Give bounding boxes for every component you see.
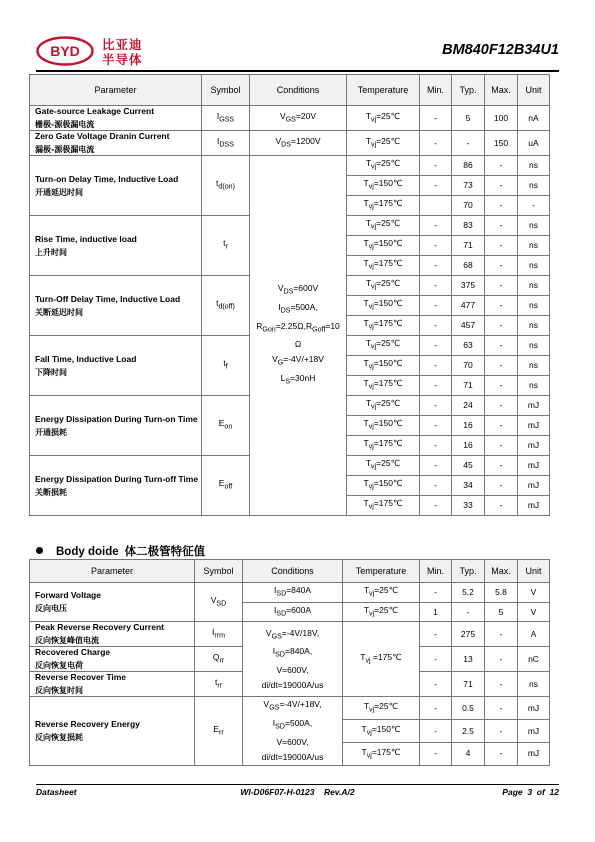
typ-value: 13 bbox=[452, 647, 485, 672]
parameter-cell bbox=[30, 131, 202, 156]
logo-zh-line2: 半导体 bbox=[102, 52, 143, 67]
parameter-name-zh: 反向恢复电荷 bbox=[35, 661, 83, 671]
temperature-cell: $T_{vj}=150℃$ bbox=[347, 296, 420, 316]
conditions-cell: $I_{SD}=600A$ bbox=[243, 602, 343, 622]
min-value: - bbox=[420, 236, 452, 256]
parameter-cell bbox=[30, 156, 202, 216]
symbol-cell: $E_{rr}$ bbox=[195, 697, 243, 765]
column-header: Unit bbox=[518, 560, 550, 583]
typ-value: 71 bbox=[452, 376, 485, 396]
parameter-name: Turn-on Delay Time, Inductive Load bbox=[35, 173, 179, 184]
max-value: - bbox=[485, 456, 518, 476]
unit-value: ns bbox=[518, 176, 550, 196]
parameter-name: Forward Voltage bbox=[35, 590, 101, 601]
max-value: - bbox=[485, 156, 518, 176]
parameter-name-zh: 下降时间 bbox=[35, 367, 67, 377]
temperature-cell: $T_{vj}=25℃$ bbox=[347, 276, 420, 296]
unit-value: mJ bbox=[518, 396, 550, 416]
parameter-name-zh: 栅极-源极漏电流 bbox=[35, 120, 95, 129]
parameter-cell bbox=[30, 336, 202, 396]
temperature-cell: $T_{vj}=25℃$ bbox=[343, 697, 420, 720]
parameter-name-zh: 开通损耗 bbox=[35, 427, 67, 437]
temperature-cell: $T_{vj}=150℃$ bbox=[347, 236, 420, 256]
unit-value: A bbox=[518, 622, 550, 647]
unit-value: mJ bbox=[518, 436, 550, 456]
temperature-cell: $T_{vj}=175℃$ bbox=[347, 376, 420, 396]
typ-value: 71 bbox=[452, 672, 485, 697]
temperature-cell: $T_{vj}=25℃$ bbox=[347, 456, 420, 476]
max-value: - bbox=[485, 396, 518, 416]
min-value: - bbox=[420, 356, 452, 376]
unit-value: ns bbox=[518, 316, 550, 336]
temperature-cell: $T_{vj}=175℃$ bbox=[347, 256, 420, 276]
table-row bbox=[30, 622, 550, 647]
min-value: - bbox=[420, 583, 452, 603]
footer-doctype: Datasheet bbox=[36, 787, 77, 797]
symbol-cell: $t_{rr}$ bbox=[195, 672, 243, 697]
table-row bbox=[30, 583, 550, 603]
footer-rule bbox=[36, 784, 559, 785]
body-diode-table bbox=[29, 559, 550, 766]
bullet-icon bbox=[36, 547, 43, 554]
byd-logo bbox=[36, 36, 94, 66]
max-value: - bbox=[485, 436, 518, 456]
max-value: - bbox=[485, 376, 518, 396]
min-value: - bbox=[420, 316, 452, 336]
parameter-name-zh: 上升时间 bbox=[35, 247, 67, 257]
unit-value: mJ bbox=[518, 720, 550, 743]
temperature-cell: $T_{vj}=25℃$ bbox=[347, 396, 420, 416]
typ-value: 83 bbox=[452, 216, 485, 236]
symbol-cell: $I_{DSS}$ bbox=[202, 131, 250, 156]
max-value: - bbox=[485, 742, 518, 765]
parameter-name-zh: 反向恢复峰值电流 bbox=[35, 636, 99, 646]
min-value: - bbox=[420, 296, 452, 316]
max-value: 5 bbox=[485, 602, 518, 622]
min-value: - bbox=[420, 476, 452, 496]
unit-value: mJ bbox=[518, 416, 550, 436]
typ-value: 4 bbox=[452, 742, 485, 765]
parameter-name: Energy Dissipation During Turn-off Time bbox=[35, 473, 199, 484]
column-header: Conditions bbox=[243, 560, 343, 583]
typ-value: 73 bbox=[452, 176, 485, 196]
table-row bbox=[30, 106, 550, 131]
max-value: - bbox=[485, 416, 518, 436]
temperature-cell: $T_{vj}=25℃$ bbox=[347, 156, 420, 176]
typ-value: 86 bbox=[452, 156, 485, 176]
column-header: Symbol bbox=[195, 560, 243, 583]
temperature-cell: $T_{vj}=150℃$ bbox=[347, 176, 420, 196]
temperature-cell: $T_{vj}=175℃$ bbox=[347, 436, 420, 456]
typ-value: 5 bbox=[452, 106, 485, 131]
max-value: - bbox=[485, 256, 518, 276]
column-header: Typ. bbox=[452, 560, 485, 583]
typ-value: 24 bbox=[452, 396, 485, 416]
typ-value: 70 bbox=[452, 356, 485, 376]
temperature-cell: $T_{vj}=175℃$ bbox=[347, 196, 420, 216]
typ-value: 0.5 bbox=[452, 697, 485, 720]
column-header: Parameter bbox=[30, 75, 202, 106]
column-header: Max. bbox=[485, 560, 518, 583]
min-value: - bbox=[420, 131, 452, 156]
typ-value: - bbox=[452, 602, 485, 622]
parameter-name-zh: 反向恢复时间 bbox=[35, 686, 83, 696]
unit-value: ns bbox=[518, 336, 550, 356]
table-header-row bbox=[30, 560, 550, 583]
min-value: - bbox=[420, 647, 452, 672]
typ-value: 16 bbox=[452, 416, 485, 436]
temperature-cell: $T_{vj}=25℃$ bbox=[347, 131, 420, 156]
unit-value: nA bbox=[518, 106, 550, 131]
parameter-name: Recovered Charge bbox=[35, 647, 111, 658]
max-value: - bbox=[485, 672, 518, 697]
parameter-name-zh: 开通延迟时间 bbox=[35, 187, 83, 197]
parameter-name: Turn-Off Delay Time, Inductive Load bbox=[35, 293, 181, 304]
temperature-cell: $T_{vj}=25℃$ bbox=[343, 602, 420, 622]
min-value: - bbox=[420, 697, 452, 720]
unit-value: ns bbox=[518, 156, 550, 176]
table-row bbox=[30, 697, 550, 720]
unit-value: uA bbox=[518, 131, 550, 156]
typ-value: 5.2 bbox=[452, 583, 485, 603]
typ-value: 2.5 bbox=[452, 720, 485, 743]
max-value: - bbox=[485, 697, 518, 720]
conditions-cell: $I_{SD}=840A$ bbox=[243, 583, 343, 603]
min-value: - bbox=[420, 106, 452, 131]
column-header: Symbol bbox=[202, 75, 250, 106]
max-value: - bbox=[485, 336, 518, 356]
symbol-cell: $V_{SD}$ bbox=[195, 583, 243, 622]
table-row bbox=[30, 156, 550, 176]
parameter-name-zh: 关断延迟时间 bbox=[35, 307, 83, 317]
parameter-cell bbox=[30, 622, 195, 647]
footer-doc-number: WI-D06F07-H-0123 Rev.A/2 bbox=[240, 787, 355, 797]
temperature-cell: $T_{vj}$ =175℃ bbox=[343, 622, 420, 697]
logo-zh-line1: 比亚迪 bbox=[102, 37, 143, 52]
min-value: - bbox=[420, 216, 452, 236]
max-value: 100 bbox=[485, 106, 518, 131]
min-value: - bbox=[420, 156, 452, 176]
temperature-cell: $T_{vj}=150℃$ bbox=[347, 476, 420, 496]
max-value: - bbox=[485, 196, 518, 216]
symbol-cell: $t_{d(on)}$ bbox=[202, 156, 250, 216]
parameter-name: Peak Reverse Recovery Current bbox=[35, 622, 164, 633]
temperature-cell: $T_{vj}=175℃$ bbox=[347, 496, 420, 516]
parameter-cell bbox=[30, 396, 202, 456]
shared-conditions-cell: $V_{DS}=600V$ $I_{DS}=500A$, $R_{Gon}=2.25\Omega,R_{Goff}=10$ Ω $V_G=-4V/+18V$ $L_S=30nH$ bbox=[250, 156, 347, 516]
table-row bbox=[30, 131, 550, 156]
unit-value: ns bbox=[518, 356, 550, 376]
column-header: Typ. bbox=[452, 75, 485, 106]
parameter-name-zh: 反向恢复损耗 bbox=[35, 733, 83, 743]
min-value: - bbox=[420, 456, 452, 476]
parameter-cell bbox=[30, 216, 202, 276]
min-value: - bbox=[420, 256, 452, 276]
parameter-name: Gate-source Leakage Current bbox=[35, 106, 155, 116]
min-value: - bbox=[420, 720, 452, 743]
max-value: - bbox=[485, 647, 518, 672]
symbol-cell: $I_{GSS}$ bbox=[202, 106, 250, 131]
typ-value: 375 bbox=[452, 276, 485, 296]
parameter-name-zh: 反向电压 bbox=[35, 604, 67, 614]
column-header: Max. bbox=[485, 75, 518, 106]
table-header-row bbox=[30, 75, 550, 106]
switching-characteristics-table bbox=[29, 74, 550, 516]
max-value: - bbox=[485, 276, 518, 296]
min-value: - bbox=[420, 742, 452, 765]
footer-page-number: Page 3 of 12 bbox=[502, 787, 559, 797]
logo-chinese bbox=[102, 37, 143, 67]
max-value: - bbox=[485, 296, 518, 316]
parameter-name: Rise Time, inductive load bbox=[35, 233, 137, 244]
parameter-cell bbox=[30, 106, 202, 131]
column-header: Temperature bbox=[347, 75, 420, 106]
parameter-cell bbox=[30, 276, 202, 336]
max-value: - bbox=[485, 496, 518, 516]
temperature-cell: $T_{vj}=150℃$ bbox=[343, 720, 420, 743]
min-value: - bbox=[420, 376, 452, 396]
unit-value: ns bbox=[518, 216, 550, 236]
parameter-cell bbox=[30, 456, 202, 516]
unit-value: mJ bbox=[518, 742, 550, 765]
unit-value: mJ bbox=[518, 496, 550, 516]
typ-value: 70 bbox=[452, 196, 485, 216]
column-header: Temperature bbox=[343, 560, 420, 583]
unit-value: V bbox=[518, 602, 550, 622]
doc-title: BM840F12B34U1 bbox=[442, 42, 559, 58]
section-title-body-diode bbox=[36, 543, 205, 559]
parameter-name-zh: 漏极-源极漏电流 bbox=[35, 145, 95, 154]
temperature-cell: $T_{vj}=25℃$ bbox=[347, 106, 420, 131]
max-value: - bbox=[485, 236, 518, 256]
parameter-cell bbox=[30, 672, 195, 697]
unit-value: - bbox=[518, 196, 550, 216]
parameter-name: Reverse Recovery Energy bbox=[35, 719, 140, 730]
typ-value: 477 bbox=[452, 296, 485, 316]
unit-value: mJ bbox=[518, 476, 550, 496]
unit-value: ns bbox=[518, 296, 550, 316]
typ-value: 16 bbox=[452, 436, 485, 456]
parameter-name: Fall Time, Inductive Load bbox=[35, 353, 137, 364]
symbol-cell: $t_{d(off)}$ bbox=[202, 276, 250, 336]
unit-value: ns bbox=[518, 236, 550, 256]
parameter-cell bbox=[30, 697, 195, 765]
typ-value: 34 bbox=[452, 476, 485, 496]
parameter-name: Energy Dissipation During Turn-on Time bbox=[35, 413, 198, 424]
temperature-cell: $T_{vj}=175℃$ bbox=[343, 742, 420, 765]
typ-value: 71 bbox=[452, 236, 485, 256]
parameter-cell bbox=[30, 647, 195, 672]
unit-value: mJ bbox=[518, 456, 550, 476]
max-value: - bbox=[485, 316, 518, 336]
recovery-conditions-cell: $V_{GS}=-4V/18V$, $I_{SD}=840A$, V=600V, di/dt=19000A/us bbox=[243, 622, 343, 697]
column-header: Min. bbox=[420, 75, 452, 106]
typ-value: 33 bbox=[452, 496, 485, 516]
typ-value: 275 bbox=[452, 622, 485, 647]
conditions-cell: $V_{GS}=20V$ bbox=[250, 106, 347, 131]
max-value: - bbox=[485, 622, 518, 647]
temperature-cell: $T_{vj}=25℃$ bbox=[343, 583, 420, 603]
section-title-en: Body doide bbox=[56, 546, 119, 558]
min-value: - bbox=[420, 176, 452, 196]
parameter-name: Zero Gate Voltage Dranin Current bbox=[35, 131, 170, 141]
max-value: 150 bbox=[485, 131, 518, 156]
header-rule bbox=[36, 70, 559, 72]
min-value: - bbox=[420, 416, 452, 436]
temperature-cell: $T_{vj}=175℃$ bbox=[347, 316, 420, 336]
unit-value: ns bbox=[518, 276, 550, 296]
temperature-cell: $T_{vj}=150℃$ bbox=[347, 416, 420, 436]
min-value: - bbox=[420, 336, 452, 356]
min-value bbox=[420, 196, 452, 216]
parameter-name-zh: 关断损耗 bbox=[35, 487, 67, 497]
min-value: - bbox=[420, 396, 452, 416]
temperature-cell: $T_{vj}=25℃$ bbox=[347, 216, 420, 236]
page-header bbox=[36, 36, 559, 72]
energy-conditions-cell: $V_{GS}=-4V/+18V$, $I_{SD}=500A$, V=600V, di/dt=19000A/us bbox=[243, 697, 343, 765]
max-value: - bbox=[485, 356, 518, 376]
symbol-cell: $E_{on}$ bbox=[202, 396, 250, 456]
symbol-cell: $t_f$ bbox=[202, 336, 250, 396]
symbol-cell: $I_{rrm}$ bbox=[195, 622, 243, 647]
logo-text: BYD bbox=[50, 43, 80, 59]
column-header: Unit bbox=[518, 75, 550, 106]
symbol-cell: $t_r$ bbox=[202, 216, 250, 276]
conditions-cell: $V_{DS}=1200V$ bbox=[250, 131, 347, 156]
typ-value: 63 bbox=[452, 336, 485, 356]
unit-value: V bbox=[518, 583, 550, 603]
min-value: - bbox=[420, 496, 452, 516]
parameter-cell bbox=[30, 583, 195, 622]
temperature-cell: $T_{vj}=150℃$ bbox=[347, 356, 420, 376]
unit-value: nC bbox=[518, 647, 550, 672]
min-value: - bbox=[420, 622, 452, 647]
unit-value: ns bbox=[518, 376, 550, 396]
typ-value: 457 bbox=[452, 316, 485, 336]
unit-value: mJ bbox=[518, 697, 550, 720]
unit-value: ns bbox=[518, 672, 550, 697]
typ-value: 68 bbox=[452, 256, 485, 276]
max-value: - bbox=[485, 176, 518, 196]
min-value: - bbox=[420, 276, 452, 296]
max-value: 5.8 bbox=[485, 583, 518, 603]
min-value: - bbox=[420, 436, 452, 456]
parameter-name: Reverse Recover Time bbox=[35, 672, 127, 683]
column-header: Conditions bbox=[250, 75, 347, 106]
symbol-cell: $E_{off}$ bbox=[202, 456, 250, 516]
max-value: - bbox=[485, 476, 518, 496]
max-value: - bbox=[485, 720, 518, 743]
typ-value: - bbox=[452, 131, 485, 156]
typ-value: 45 bbox=[452, 456, 485, 476]
min-value: - bbox=[420, 672, 452, 697]
column-header: Min. bbox=[420, 560, 452, 583]
symbol-cell: $Q_{rr}$ bbox=[195, 647, 243, 672]
section-title-zh: 体二极管特征值 bbox=[124, 544, 206, 558]
column-header: Parameter bbox=[30, 560, 195, 583]
temperature-cell: $T_{vj}=25℃$ bbox=[347, 336, 420, 356]
unit-value: ns bbox=[518, 256, 550, 276]
min-value: 1 bbox=[420, 602, 452, 622]
max-value: - bbox=[485, 216, 518, 236]
